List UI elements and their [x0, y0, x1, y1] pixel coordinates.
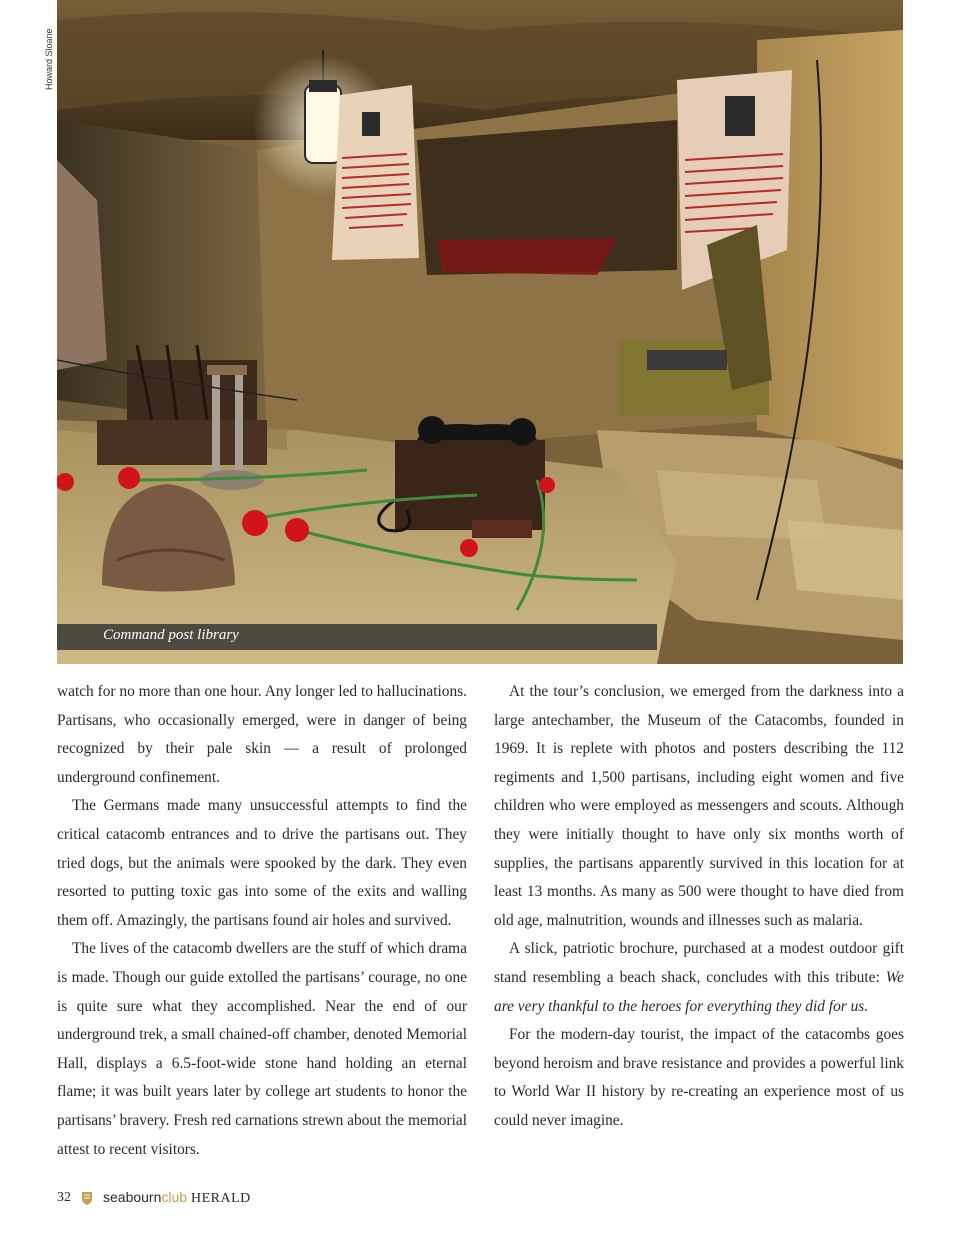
brand-herald: HERALD [190, 1191, 251, 1206]
page-number: 32 [57, 1190, 71, 1205]
article-paragraph: The Germans made many unsuccessful attempts to find the critical catacomb entrances and to drive the partisans out. They tried dogs, but the animals were spooked by the dark. They even resorted to putting toxic gas into some of the exits and walling them off. Amazingly, the partisans found air holes and survived. [57, 797, 467, 929]
seabourn-shield-icon [81, 1191, 93, 1206]
caption-bar [57, 624, 657, 650]
tribute-intro: A slick, patriotic brochure, purchased at a modest outdoor gift stand resembling a beach shack, concludes with this tribute: [494, 940, 904, 986]
photo-credit: Howard Sloane [44, 28, 54, 90]
page-footer [57, 1187, 251, 1209]
catacomb-photo [57, 0, 903, 664]
article-paragraph: At the tour’s conclusion, we emerged from the darkness into a large antechamber, the Museum of the Catacombs, founded in 1969. It is replete with photos and posters describing the 112 regiments and 1,500 partisans, including eight women and five children who were employed as messengers and scouts. Although they were initially thought to have only six months worth of supplies, the partisans apparently survived in this location for at least 13 months. As many as 500 were thought to have died from old age, malnutrition, wounds and illnesses such as malaria. [494, 683, 904, 929]
tribute-quote: We are very thankful to the heroes for everything they did for us. [494, 968, 904, 1015]
magazine-brand [103, 1189, 251, 1207]
article-column-right [494, 678, 904, 1136]
catacomb-scene-illustration [57, 0, 903, 664]
article-column-left [57, 678, 467, 1164]
brand-seabourn: seabourn [103, 1189, 162, 1205]
article-paragraph: watch for no more than one hour. Any longer led to hallucinations. Partisans, who occasionally emerged, were in danger of being recognized by their pale skin — a result of prolonged underground confinement. [57, 683, 467, 786]
article-paragraph-tribute [494, 935, 904, 1021]
article-paragraph: The lives of the catacomb dwellers are the stuff of which drama is made. Though our guide extolled the partisans’ courage, no one is quite sure what they accomplished. Near the end of our underground trek, a small chained-off chamber, denoted Memorial Hall, displays a 6.5-foot-wide stone hand holding an eternal flame; it was built years later by college art students to honor the partisans’ bravery. Fresh red carnations strewn about the memorial attest to recent visitors. [57, 940, 467, 1158]
article-paragraph: For the modern-day tourist, the impact of the catacombs goes beyond heroism and brave resistance and provides a powerful link to World War II history by re-creating an experience most of us could never imagine. [494, 1026, 904, 1129]
brand-club: club [161, 1189, 188, 1205]
photo-caption: Command post library [103, 627, 239, 643]
